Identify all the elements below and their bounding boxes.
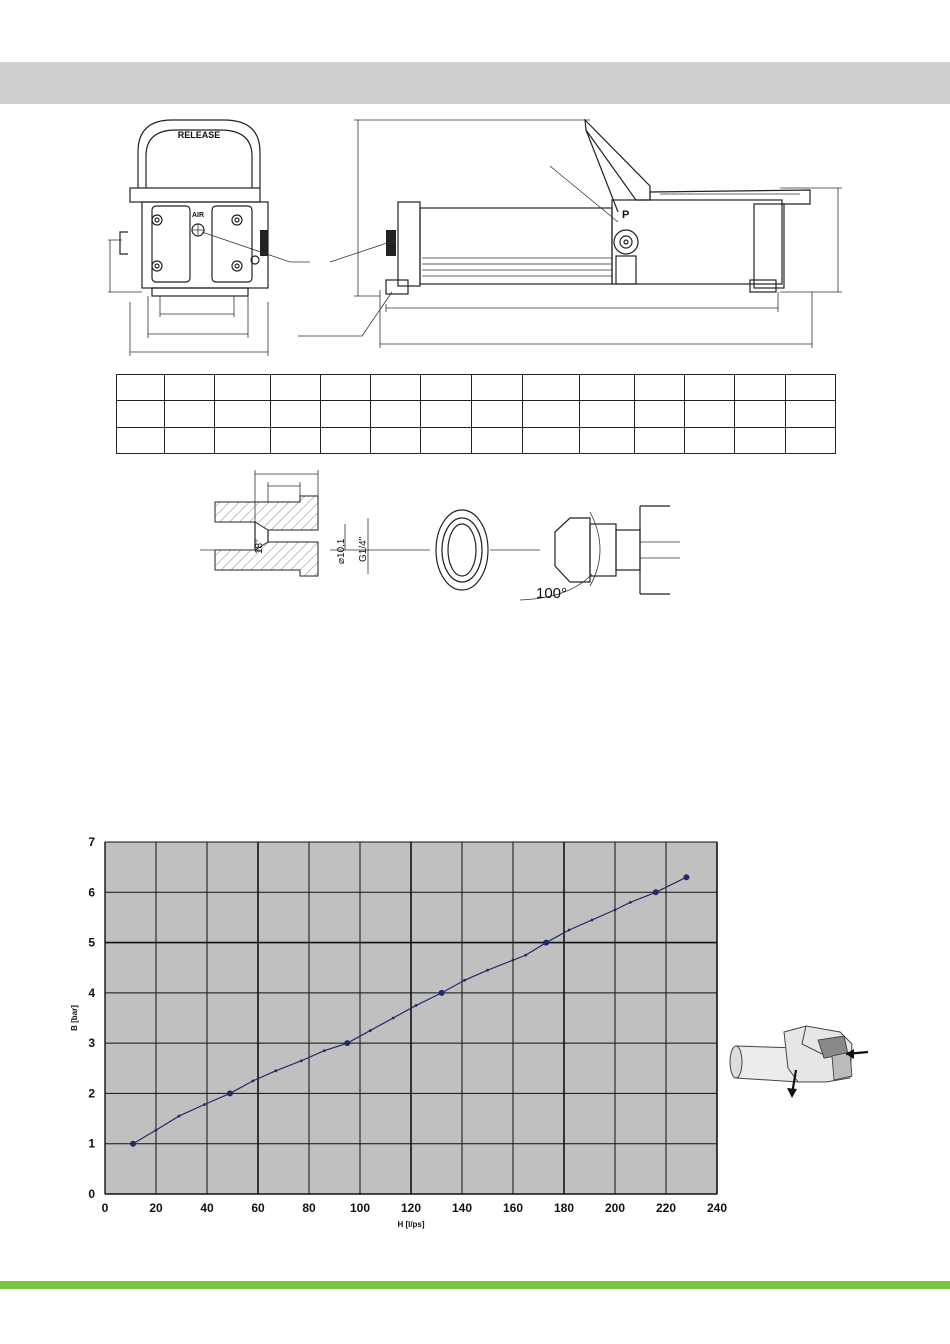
intermediate-point bbox=[568, 929, 571, 932]
release-label: RELEASE bbox=[177, 130, 221, 140]
y-tick-label: 7 bbox=[88, 835, 95, 849]
spec-table bbox=[116, 374, 836, 454]
intermediate-point bbox=[178, 1115, 181, 1118]
data-point bbox=[653, 889, 659, 895]
x-tick-label: 20 bbox=[149, 1201, 163, 1215]
angle-18-label: 18° bbox=[254, 538, 265, 554]
intermediate-point bbox=[629, 901, 632, 904]
intermediate-point bbox=[392, 1017, 395, 1020]
air-label: AIR bbox=[191, 212, 205, 219]
data-point bbox=[683, 874, 689, 880]
intermediate-point bbox=[274, 1069, 277, 1072]
thread-label: G1/4" bbox=[358, 536, 369, 562]
x-tick-label: 180 bbox=[553, 1201, 575, 1215]
pressure-flow-chart bbox=[40, 830, 740, 1260]
data-point bbox=[543, 940, 549, 946]
x-tick-label: 140 bbox=[451, 1201, 473, 1215]
data-point bbox=[344, 1040, 350, 1046]
x-tick-label: 240 bbox=[706, 1201, 728, 1215]
y-tick-label: 6 bbox=[88, 885, 95, 900]
intermediate-point bbox=[252, 1079, 255, 1082]
x-tick-label: 200 bbox=[604, 1201, 626, 1215]
data-point bbox=[439, 990, 445, 996]
table-row bbox=[117, 427, 836, 453]
table-row bbox=[117, 401, 836, 427]
x-tick-label: 60 bbox=[251, 1201, 265, 1215]
intermediate-point bbox=[203, 1103, 206, 1106]
pump-illustration bbox=[722, 1018, 882, 1118]
y-tick-label: 0 bbox=[88, 1187, 95, 1201]
intermediate-point bbox=[155, 1129, 158, 1132]
x-tick-label: 40 bbox=[200, 1201, 214, 1215]
port-p-label: P bbox=[622, 209, 630, 221]
x-tick-label: 100 bbox=[349, 1201, 371, 1215]
cone-angle-label: 100° bbox=[536, 585, 568, 602]
y-axis-title: B [bar] bbox=[70, 1005, 79, 1031]
x-axis-title: H [l/ps] bbox=[397, 1220, 425, 1229]
table-row bbox=[117, 375, 836, 401]
y-tick-label: 2 bbox=[88, 1086, 95, 1101]
x-tick-label: 120 bbox=[400, 1201, 422, 1215]
data-point bbox=[130, 1141, 136, 1147]
data-point bbox=[227, 1090, 233, 1096]
x-tick-label: 0 bbox=[101, 1201, 109, 1215]
x-tick-label: 220 bbox=[655, 1201, 677, 1215]
intermediate-point bbox=[512, 959, 515, 962]
pump-side-view bbox=[350, 112, 850, 362]
intermediate-point bbox=[323, 1049, 326, 1052]
y-tick-label: 5 bbox=[88, 935, 95, 950]
intermediate-point bbox=[300, 1059, 303, 1062]
footer-line bbox=[0, 1281, 950, 1289]
x-tick-label: 160 bbox=[502, 1201, 524, 1215]
diameter-label: ⌀10,1 bbox=[336, 538, 347, 564]
intermediate-point bbox=[486, 969, 489, 972]
fitting-detail-drawing bbox=[200, 462, 690, 612]
y-tick-label: 4 bbox=[88, 985, 95, 1000]
pump-front-view bbox=[100, 112, 300, 362]
intermediate-point bbox=[591, 919, 594, 922]
intermediate-point bbox=[614, 908, 617, 911]
intermediate-point bbox=[524, 954, 527, 957]
intermediate-point bbox=[463, 979, 466, 982]
y-tick-label: 1 bbox=[88, 1136, 95, 1151]
header-band bbox=[0, 62, 950, 104]
intermediate-point bbox=[369, 1029, 372, 1032]
x-tick-label: 80 bbox=[302, 1201, 316, 1215]
intermediate-point bbox=[415, 1004, 418, 1007]
y-tick-label: 3 bbox=[88, 1036, 95, 1051]
